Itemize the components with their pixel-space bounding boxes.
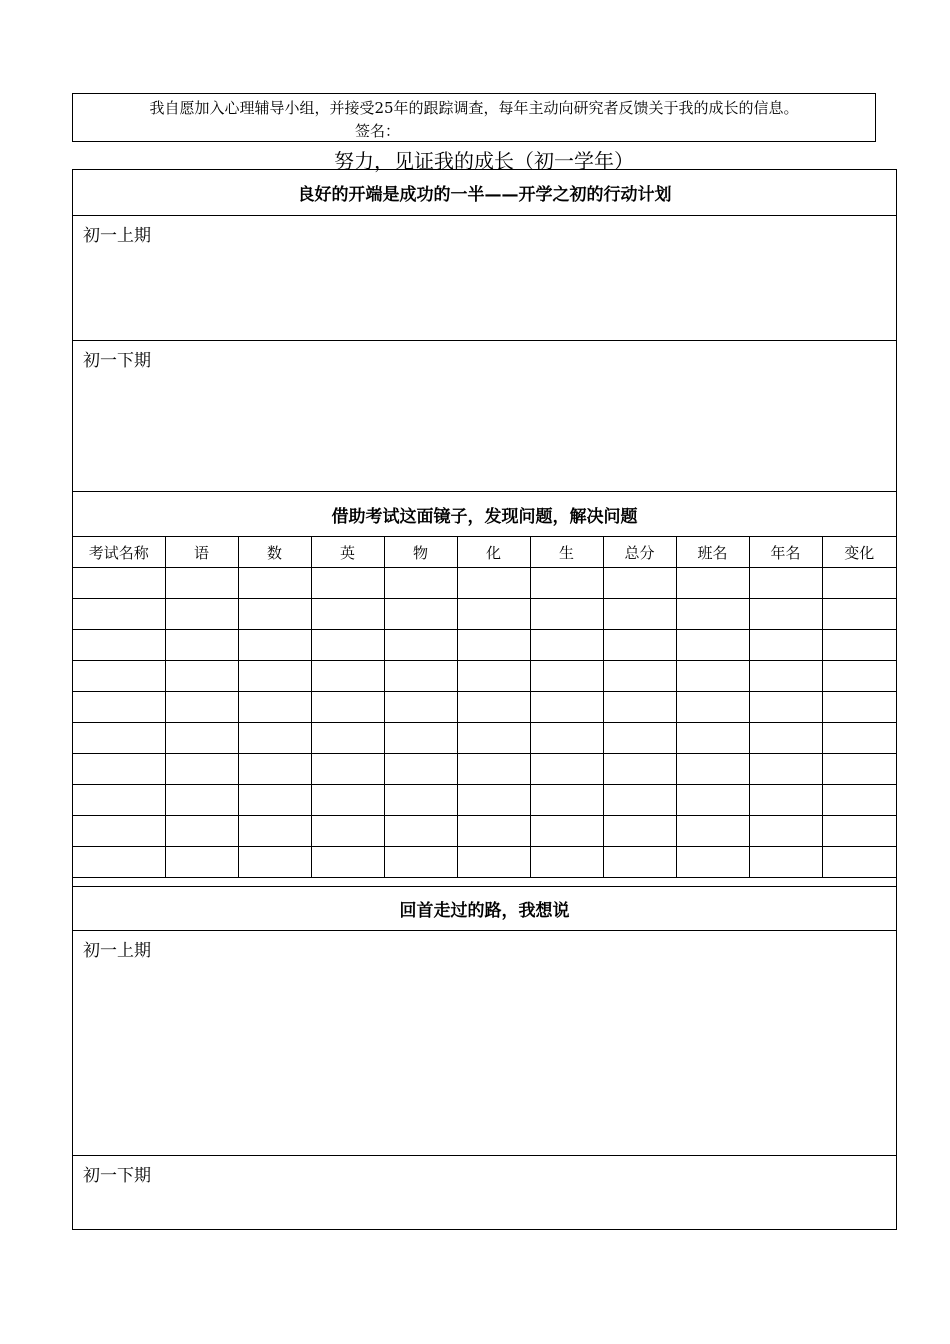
table-cell[interactable] <box>749 754 822 785</box>
column-header: 考试名称 <box>73 537 165 568</box>
section-heading-action-plan: 良好的开端是成功的一半——开学之初的行动计划 <box>73 170 896 216</box>
table-row <box>73 816 896 847</box>
table-cell[interactable] <box>749 723 822 754</box>
table-cell[interactable] <box>530 568 603 599</box>
table-cell[interactable] <box>749 692 822 723</box>
column-header: 总分 <box>603 537 676 568</box>
table-cell[interactable] <box>73 754 165 785</box>
table-cell[interactable] <box>384 723 457 754</box>
column-header: 生 <box>530 537 603 568</box>
table-cell[interactable] <box>530 785 603 816</box>
table-cell[interactable] <box>530 754 603 785</box>
table-cell[interactable] <box>822 754 896 785</box>
table-cell[interactable] <box>676 754 749 785</box>
table-row <box>73 661 896 692</box>
table-cell[interactable] <box>603 754 676 785</box>
table-cell[interactable] <box>530 692 603 723</box>
table-cell[interactable] <box>73 723 165 754</box>
table-row <box>73 723 896 754</box>
table-cell[interactable] <box>749 599 822 630</box>
table-cell[interactable] <box>238 816 311 847</box>
table-row <box>73 754 896 785</box>
table-cell[interactable] <box>311 599 384 630</box>
table-cell[interactable] <box>311 754 384 785</box>
table-cell[interactable] <box>457 568 530 599</box>
table-row <box>73 785 896 816</box>
table-cell[interactable] <box>749 661 822 692</box>
table-cell[interactable] <box>384 847 457 878</box>
growth-record-form <box>72 169 897 1230</box>
table-cell[interactable] <box>311 816 384 847</box>
plan-term1-field[interactable] <box>73 216 896 341</box>
column-header: 年名 <box>749 537 822 568</box>
table-cell[interactable] <box>822 661 896 692</box>
table-cell[interactable] <box>384 568 457 599</box>
table-cell[interactable] <box>822 816 896 847</box>
table-cell[interactable] <box>384 661 457 692</box>
column-header: 语 <box>165 537 238 568</box>
table-cell[interactable] <box>238 723 311 754</box>
table-cell[interactable] <box>603 661 676 692</box>
table-cell[interactable] <box>530 847 603 878</box>
table-cell[interactable] <box>676 785 749 816</box>
table-cell[interactable] <box>238 692 311 723</box>
table-cell[interactable] <box>238 661 311 692</box>
reflection-term2-label: 初一下期 <box>83 1166 151 1186</box>
table-cell[interactable] <box>822 599 896 630</box>
column-header: 物 <box>384 537 457 568</box>
table-cell[interactable] <box>530 661 603 692</box>
table-header-row <box>73 537 896 568</box>
table-cell[interactable] <box>311 723 384 754</box>
table-cell[interactable] <box>822 723 896 754</box>
table-cell[interactable] <box>311 692 384 723</box>
table-row <box>73 630 896 661</box>
table-cell[interactable] <box>238 599 311 630</box>
table-cell[interactable] <box>311 568 384 599</box>
table-cell[interactable] <box>457 692 530 723</box>
table-cell[interactable] <box>384 630 457 661</box>
reflection-term1-field[interactable] <box>73 931 896 1156</box>
pledge-text: 我自愿加入心理辅导小组，并接受25年的跟踪调查，每年主动向研究者反馈关于我的成长的信息。 <box>149 99 799 117</box>
table-row <box>73 568 896 599</box>
table-cell[interactable] <box>165 723 238 754</box>
table-row <box>73 599 896 630</box>
table-cell[interactable] <box>749 816 822 847</box>
table-cell[interactable] <box>238 754 311 785</box>
table-cell[interactable] <box>822 692 896 723</box>
table-cell[interactable] <box>311 785 384 816</box>
table-cell[interactable] <box>165 754 238 785</box>
table-cell[interactable] <box>73 661 165 692</box>
table-cell[interactable] <box>822 847 896 878</box>
table-cell[interactable] <box>165 785 238 816</box>
table-cell[interactable] <box>384 692 457 723</box>
table-cell[interactable] <box>73 847 165 878</box>
table-cell[interactable] <box>676 661 749 692</box>
signature-label: 签名： <box>355 122 401 140</box>
table-cell[interactable] <box>676 599 749 630</box>
table-cell[interactable] <box>676 816 749 847</box>
plan-term2-field[interactable] <box>73 341 896 492</box>
table-cell[interactable] <box>676 568 749 599</box>
table-cell[interactable] <box>457 661 530 692</box>
table-cell[interactable] <box>384 785 457 816</box>
section-heading-reflection: 回首走过的路，我想说 <box>73 886 896 931</box>
column-header: 变化 <box>822 537 896 568</box>
table-cell[interactable] <box>530 599 603 630</box>
table-cell[interactable] <box>603 568 676 599</box>
pledge-box <box>72 93 876 142</box>
reflection-term2-field[interactable] <box>73 1156 896 1229</box>
table-cell[interactable] <box>676 723 749 754</box>
table-cell[interactable] <box>749 785 822 816</box>
table-cell[interactable] <box>749 568 822 599</box>
table-cell[interactable] <box>749 630 822 661</box>
table-cell[interactable] <box>822 568 896 599</box>
table-cell[interactable] <box>822 785 896 816</box>
table-cell[interactable] <box>311 630 384 661</box>
table-cell[interactable] <box>165 847 238 878</box>
table-cell[interactable] <box>603 723 676 754</box>
table-cell[interactable] <box>676 630 749 661</box>
table-cell[interactable] <box>603 599 676 630</box>
table-cell[interactable] <box>457 723 530 754</box>
reflection-term1-label: 初一上期 <box>83 941 151 961</box>
table-cell[interactable] <box>238 785 311 816</box>
table-cell[interactable] <box>73 630 165 661</box>
table-cell[interactable] <box>676 847 749 878</box>
table-cell[interactable] <box>530 723 603 754</box>
table-cell[interactable] <box>165 661 238 692</box>
column-header: 数 <box>238 537 311 568</box>
table-cell[interactable] <box>457 630 530 661</box>
table-cell[interactable] <box>384 754 457 785</box>
column-header: 英 <box>311 537 384 568</box>
table-cell[interactable] <box>603 816 676 847</box>
table-cell[interactable] <box>165 692 238 723</box>
table-cell[interactable] <box>384 816 457 847</box>
table-cell[interactable] <box>238 630 311 661</box>
plan-term2-label: 初一下期 <box>83 351 151 371</box>
table-cell[interactable] <box>457 785 530 816</box>
table-cell[interactable] <box>73 785 165 816</box>
table-cell[interactable] <box>73 692 165 723</box>
table-cell[interactable] <box>603 847 676 878</box>
section-heading-exams: 借助考试这面镜子，发现问题，解决问题 <box>73 492 896 537</box>
table-cell[interactable] <box>603 785 676 816</box>
table-cell[interactable] <box>165 816 238 847</box>
table-cell[interactable] <box>457 599 530 630</box>
table-cell[interactable] <box>73 568 165 599</box>
table-cell[interactable] <box>73 816 165 847</box>
exam-score-table <box>73 537 896 878</box>
plan-term1-label: 初一上期 <box>83 226 151 246</box>
table-cell[interactable] <box>822 630 896 661</box>
table-cell[interactable] <box>457 847 530 878</box>
table-cell[interactable] <box>73 599 165 630</box>
page-title: 努力，见证我的成长（初一学年） <box>334 149 634 173</box>
table-cell[interactable] <box>530 816 603 847</box>
table-row <box>73 847 896 878</box>
table-cell[interactable] <box>165 630 238 661</box>
table-cell[interactable] <box>603 630 676 661</box>
table-cell[interactable] <box>457 816 530 847</box>
table-cell[interactable] <box>676 692 749 723</box>
table-cell[interactable] <box>311 661 384 692</box>
table-cell[interactable] <box>384 599 457 630</box>
table-cell[interactable] <box>749 847 822 878</box>
table-cell[interactable] <box>311 847 384 878</box>
table-cell[interactable] <box>530 630 603 661</box>
table-cell[interactable] <box>457 754 530 785</box>
table-cell[interactable] <box>603 692 676 723</box>
column-header: 化 <box>457 537 530 568</box>
table-row <box>73 692 896 723</box>
table-cell[interactable] <box>238 847 311 878</box>
table-cell[interactable] <box>165 568 238 599</box>
table-cell[interactable] <box>165 599 238 630</box>
column-header: 班名 <box>676 537 749 568</box>
table-cell[interactable] <box>238 568 311 599</box>
